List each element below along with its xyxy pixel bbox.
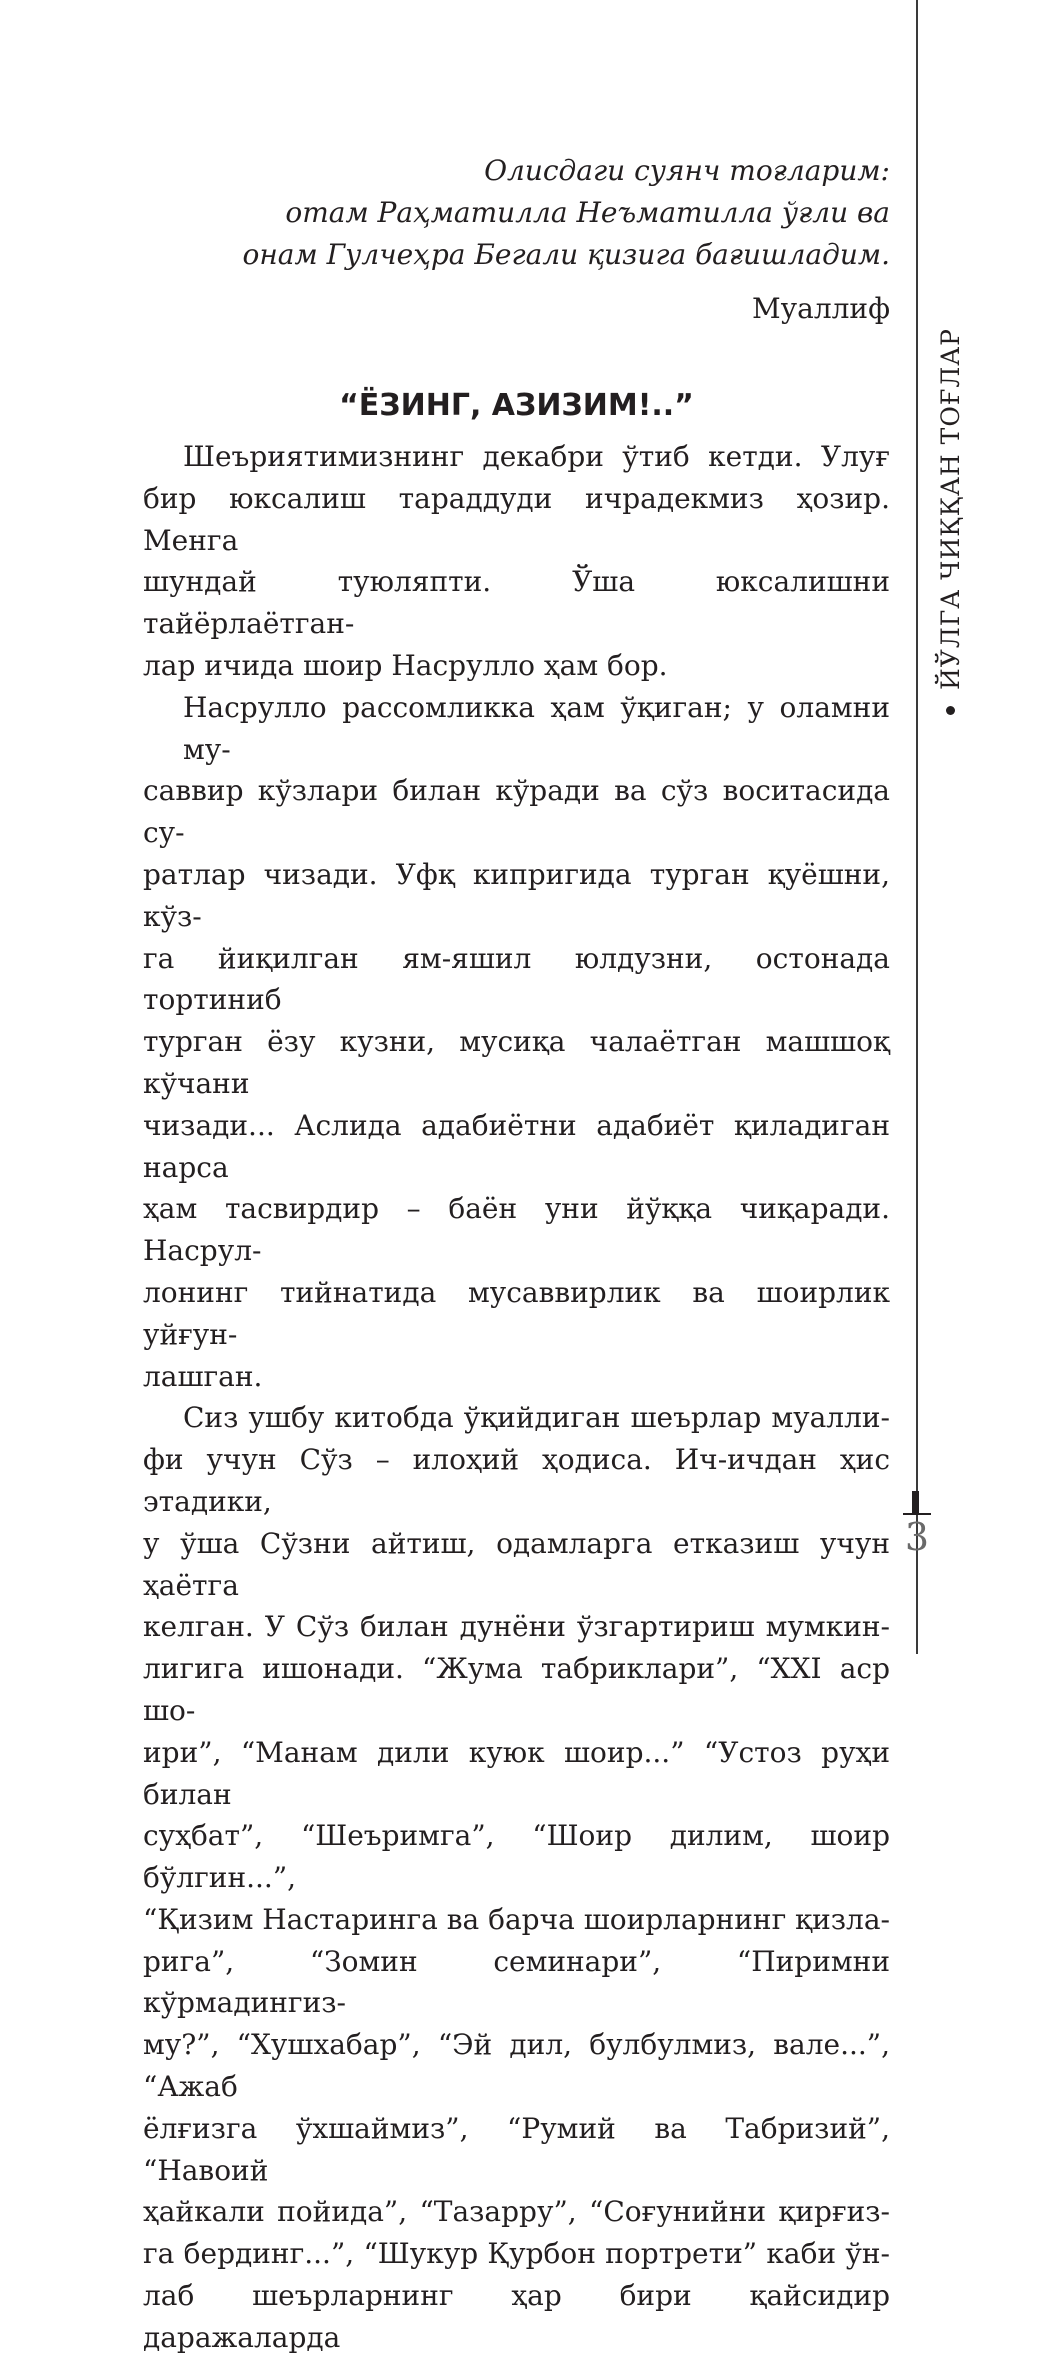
- running-head-text: ЙЎЛГА ЧИҚҚАН ТОҒЛАР: [935, 327, 965, 690]
- text-line: саввир кўзлари билан кўради ва сўз воситасида су-: [143, 774, 890, 850]
- text-line: турган ёзу кузни, мусиқа чалаётган машшоқ кўчани: [143, 1025, 890, 1100]
- paragraph: [143, 687, 890, 1398]
- text-line: келган. У Сўз билан дунёни ўзгартириш мумкин-: [143, 1610, 890, 1644]
- text-line: ҳам тасвирдир – баён уни йўққа чиқаради. Насрул-: [143, 1192, 890, 1268]
- text-line: лигига ишонади. “Жума табриклари”, “XXI аср шо-: [143, 1652, 890, 1727]
- page-content: [143, 150, 890, 2359]
- dedication-line: онам Гулчеҳра Бегали қизига бағишладим.: [242, 238, 890, 271]
- text-line: га йиқилган ям-яшил юлдузни, остонада тортиниб: [143, 941, 890, 1017]
- dedication: [143, 150, 890, 276]
- text-line: у ўша Сўзни айтиш, одамларга етказиш учун ҳаётга: [143, 1526, 890, 1602]
- text-line: лар ичида шоир Насрулло ҳам бор.: [143, 648, 668, 682]
- text-line: лонинг тийнатида мусаввирлик ва шоирлик уйғун-: [143, 1275, 890, 1351]
- text-line: Шеъриятимизнинг декабри ўтиб кетди. Улуғ: [183, 440, 890, 473]
- text-line: ратлар чизади. Уфқ кипригида турган қуёшни, кўз-: [143, 857, 890, 933]
- text-line: бир юксалиш тараддуди ичрадекмиз ҳозир. Менга: [143, 481, 890, 557]
- section-heading: “ЁЗИНГ, АЗИЗИМ!..”: [339, 388, 694, 423]
- text-line: ҳайкали пойида”, “Тазарру”, “Соғунийни қирғиз-: [143, 2195, 890, 2229]
- text-line: чизади... Аслида адабиётни адабиёт қиладиган нарса: [143, 1108, 890, 1184]
- text-line: Насрулло рассомликка ҳам ўқиган; у оламни му-: [183, 690, 890, 766]
- text-line: суҳбат”, “Шеъримга”, “Шоир дилим, шоир бўлгин...”,: [143, 1819, 890, 1895]
- text-line: ири”, “Манам дили куюк шоир...” “Устоз руҳи билан: [143, 1735, 890, 1811]
- running-head: [933, 255, 967, 715]
- text-line: му?”, “Хушхабар”, “Эй дил, булбулмиз, вале...”, “Ажаб: [143, 2028, 890, 2104]
- dedication-line: отам Раҳматилла Неъматилла ўғли ва: [285, 196, 890, 229]
- body-text: [143, 436, 890, 2359]
- margin-rule: [916, 0, 918, 1654]
- text-line: рига”, “Зомин семинари”, “Пиримни кўрмадингиз-: [143, 1944, 890, 2020]
- text-line: лашган.: [143, 1359, 263, 1393]
- dedication-author: Муаллиф: [752, 292, 890, 325]
- text-line: ёлғизга ўхшаймиз”, “Румий ва Табризий”, “Навоий: [143, 2111, 890, 2187]
- dedication-line: Олисдаги суянч тоғларим:: [484, 154, 890, 187]
- text-line: лаб шеърларнинг ҳар бири қайсидир даражаларда: [143, 2279, 890, 2354]
- page-number: 3: [904, 1515, 930, 1559]
- text-line: га бердинг...”, “Шукур Қурбон портрети” каби ўн-: [143, 2237, 890, 2271]
- page-number-marker: [912, 1491, 919, 1513]
- text-line: шундай туюляпти. Ўша юксалишни тайёрлаётган-: [143, 565, 890, 641]
- paragraph: [143, 436, 890, 687]
- text-line: фи учун Сўз – илоҳий ҳодиса. Ич-ичдан ҳис этадики,: [143, 1443, 890, 1518]
- text-line: “Қизим Настаринга ва барча шоирларнинг қизла-: [143, 1902, 890, 1936]
- text-line: Сиз ушбу китобда ўқийдиган шеърлар муалли-: [183, 1401, 890, 1435]
- bullet-icon: [946, 706, 955, 715]
- paragraph: [143, 1397, 890, 2358]
